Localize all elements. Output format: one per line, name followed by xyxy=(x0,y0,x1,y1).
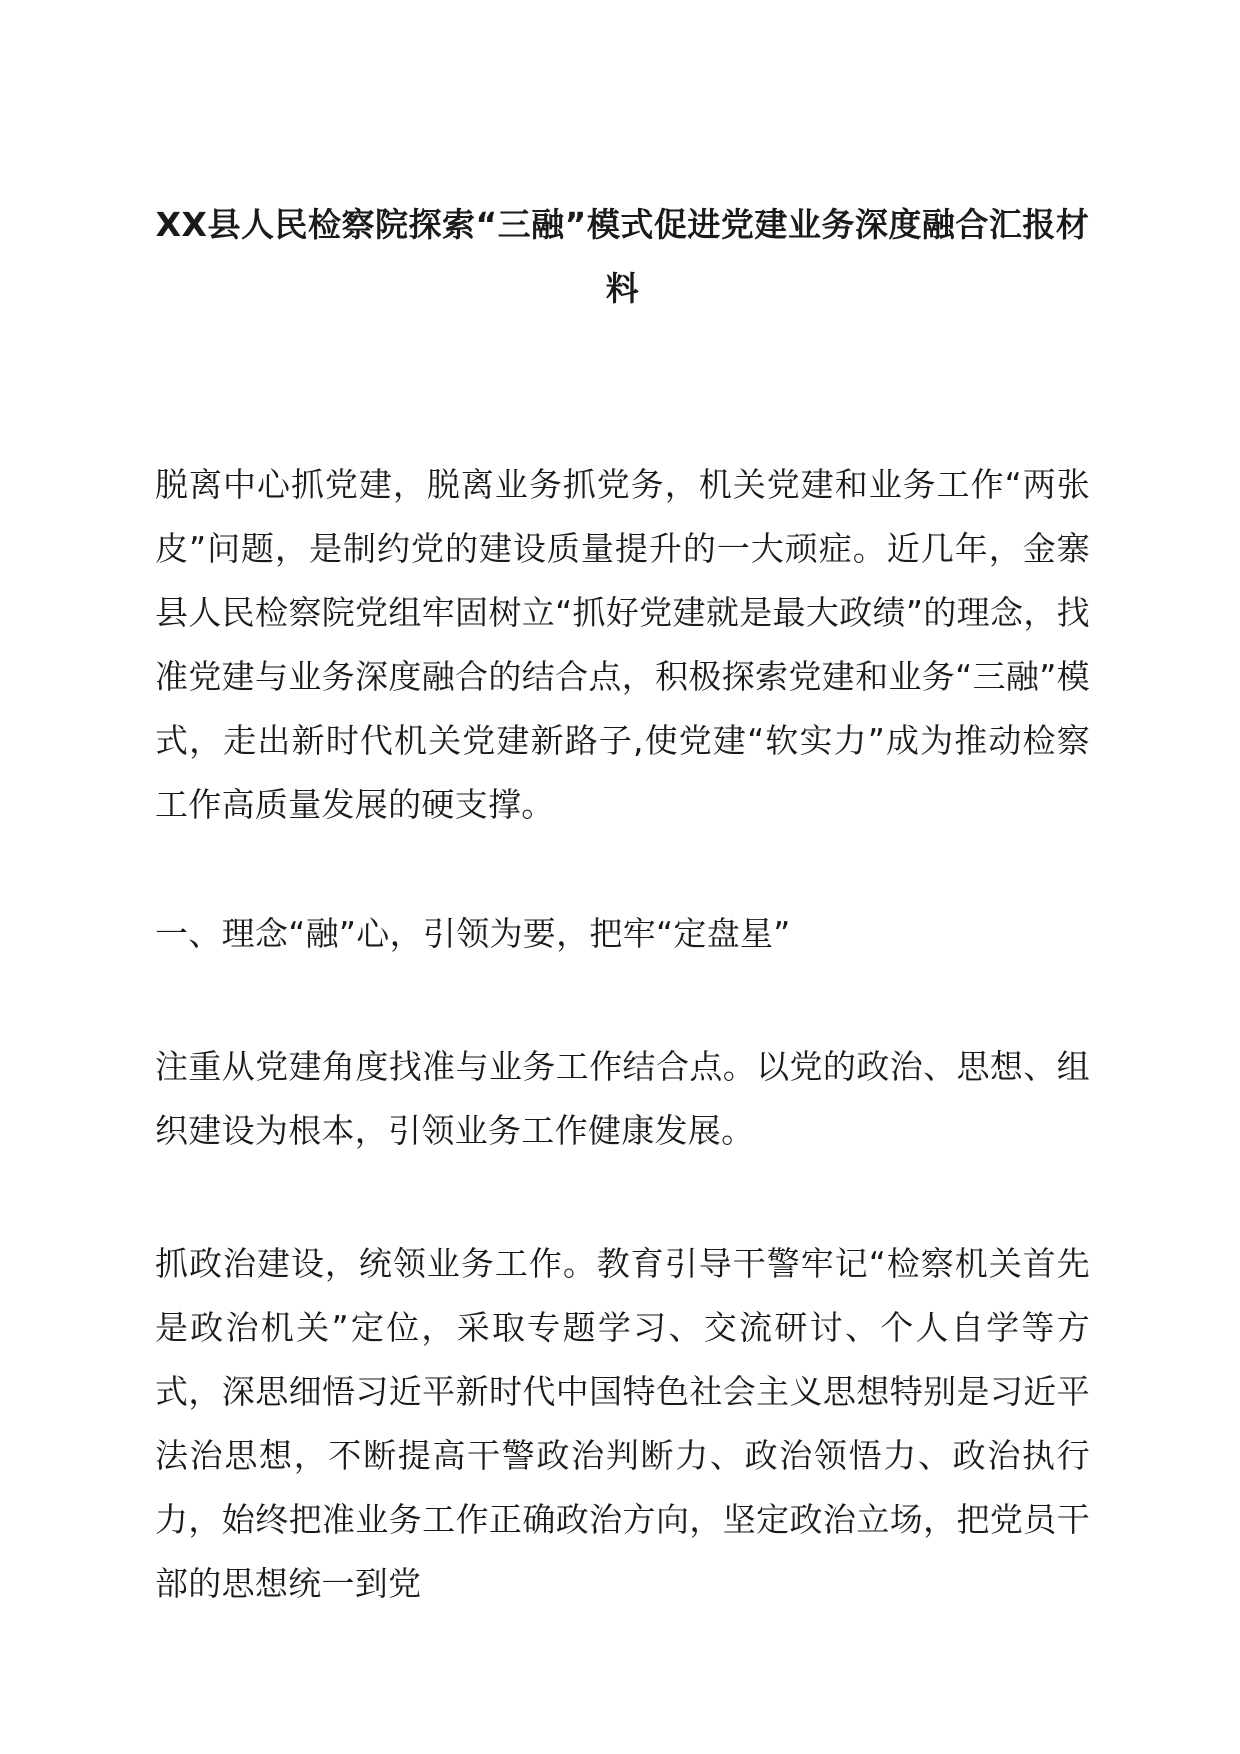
document-title: XX县人民检察院探索“三融”模式促进党建业务深度融合汇报材料 xyxy=(155,205,1090,308)
body-paragraph: 注重从党建角度找准与业务工作结合点。以党的政治、思想、组织建设为根本，引领业务工作健康发展。 xyxy=(155,1047,1090,1150)
intro-paragraph: 脱离中心抓党建，脱离业务抓党务，机关党建和业务工作“两张皮”问题，是制约党的建设质量提升的一大顽症。近几年，金寨县人民检察院党组牢固树立“抓好党建就是最大政绩”的理念，找准党建与业务深度融合的结合点，积极探索党建和业务“三融”模式，走出新时代机关党建新路子,使党建“软实力”成为推动检察工作高质量发展的硬支撑。 xyxy=(155,465,1090,824)
section-heading: 一、理念“融”心，引领为要，把牢“定盘星” xyxy=(155,914,791,953)
body-paragraph: 抓政治建设，统领业务工作。教育引导干警牢记“检察机关首先是政治机关”定位，采取专题学习、交流研讨、个人自学等方式，深思细悟习近平新时代中国特色社会主义思想特别是习近平法治思想，不断提高干警政治判断力、政治领悟力、政治执行力，始终把准业务工作正确政治方向，坚定政治立场，把党员干部的思想统一到党 xyxy=(155,1244,1090,1603)
